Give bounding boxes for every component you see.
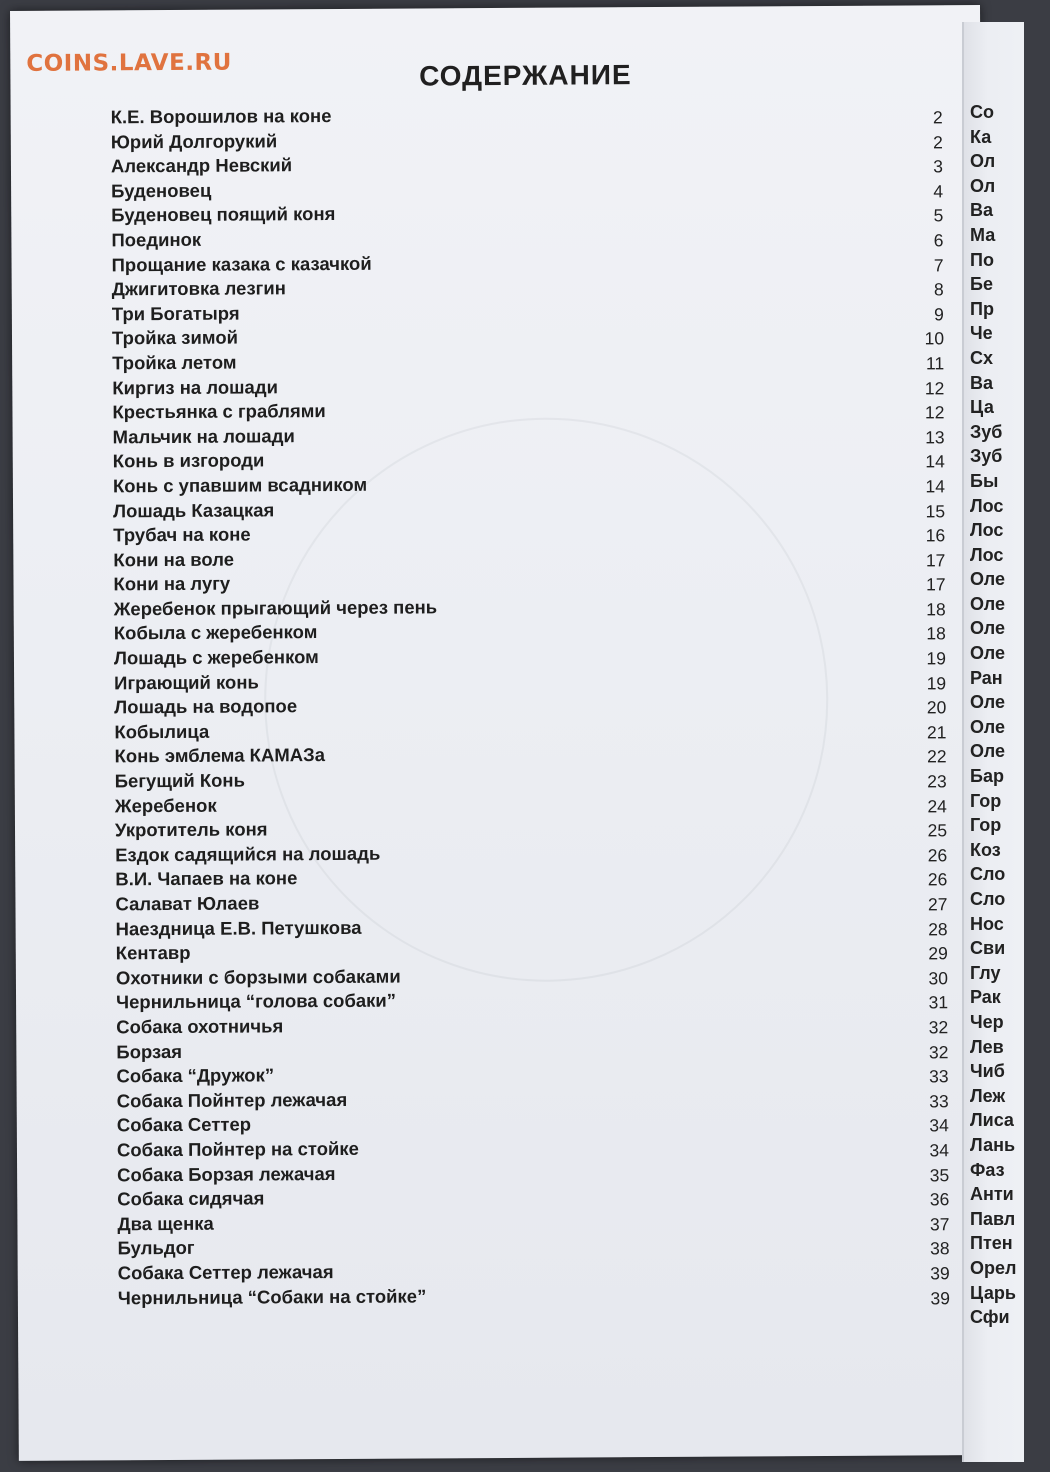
toc-entry-page-number: 4 bbox=[933, 181, 944, 202]
toc-entry-title: В.И. Чапаев на коне bbox=[115, 867, 298, 890]
toc-entry-page-number: 33 bbox=[929, 1090, 949, 1112]
toc-entry-page-number: 39 bbox=[930, 1287, 950, 1308]
toc-entry-page-number: 29 bbox=[928, 943, 948, 964]
toc-entry-title: Чернильница “голова собаки” bbox=[116, 989, 397, 1013]
toc-entry-page-number: 18 bbox=[926, 623, 946, 644]
toc-entry-title: Кентавр bbox=[115, 942, 191, 964]
adjacent-page-fragment: Оле bbox=[970, 692, 1005, 713]
toc-entry-title: Конь эмблема КАМАЗа bbox=[114, 744, 326, 767]
toc-entry-page-number: 32 bbox=[928, 1041, 949, 1062]
adjacent-page-fragment: Ка bbox=[970, 126, 992, 147]
adjacent-page-fragment: Бы bbox=[970, 470, 999, 491]
adjacent-page-fragment: Бар bbox=[970, 766, 1004, 787]
adjacent-page-fragment: Ол bbox=[970, 151, 996, 172]
adjacent-page-fragment: Рак bbox=[970, 987, 1001, 1008]
adjacent-page-fragment: Сло bbox=[970, 889, 1006, 909]
toc-entry-page-number: 6 bbox=[933, 230, 944, 251]
toc-entry-title: Укротитель коня bbox=[114, 818, 268, 841]
adjacent-page-fragment: Ца bbox=[970, 397, 994, 418]
adjacent-page-fragment: Гор bbox=[970, 815, 1002, 836]
toc-entry-title: Бульдог bbox=[117, 1237, 195, 1259]
toc-entry-page-number: 26 bbox=[927, 845, 948, 866]
toc-entry-title: Собака Сеттер bbox=[116, 1113, 252, 1136]
toc-entry-page-number: 16 bbox=[925, 525, 946, 546]
adjacent-page-fragment: Сх bbox=[970, 347, 994, 368]
toc-entry-title: Крестьянка с граблями bbox=[112, 400, 326, 423]
toc-entry-page-number: 27 bbox=[927, 894, 948, 915]
adjacent-page-fragment: Лев bbox=[970, 1036, 1004, 1057]
toc-entry-page-number: 26 bbox=[927, 869, 948, 890]
toc-entry-title: Чернильница “Собаки на стойке” bbox=[117, 1284, 427, 1308]
toc-entry-title: Лошадь с жеребенком bbox=[113, 646, 319, 669]
toc-entry-page-number: 31 bbox=[928, 992, 949, 1013]
toc-entry-page-number: 2 bbox=[933, 131, 943, 152]
toc-entry-page-number: 3 bbox=[933, 156, 944, 177]
toc-entry-title: Лошадь на водопое bbox=[114, 695, 298, 718]
toc-entry-title: Собака “Дружок” bbox=[116, 1064, 275, 1087]
adjacent-page-fragment: Гор bbox=[970, 790, 1002, 811]
adjacent-page-fragment: Пр bbox=[970, 298, 994, 319]
adjacent-page-fragment: Царь bbox=[970, 1282, 1016, 1303]
toc-entry-page-number: 10 bbox=[924, 328, 945, 349]
adjacent-page-fragment: Лос bbox=[970, 495, 1004, 516]
toc-entry-page-number: 9 bbox=[934, 304, 944, 325]
toc-entry-page-number: 19 bbox=[926, 672, 947, 694]
toc-entry-page-number: 37 bbox=[929, 1213, 950, 1235]
toc-entry-title: Мальчик на лошади bbox=[112, 424, 295, 448]
toc-entry-title: Александр Невский bbox=[110, 154, 293, 177]
adjacent-page-fragment: По bbox=[970, 249, 994, 270]
toc-entry-title: Буденовец bbox=[111, 179, 212, 202]
adjacent-page-fragment: Сфи bbox=[970, 1307, 1010, 1328]
toc-entry-page-number: 18 bbox=[926, 599, 946, 620]
toc-entry-title: Буденовец поящий коня bbox=[111, 203, 336, 226]
toc-entry-title: Борзая bbox=[116, 1040, 183, 1062]
adjacent-page-fragment: Лиса bbox=[970, 1110, 1014, 1131]
toc-entry-title: Прощание казака с казачкой bbox=[111, 252, 372, 275]
toc-entry-page-number: 23 bbox=[927, 771, 947, 792]
toc-entry-title: Конь в изгороди bbox=[112, 449, 265, 472]
table-of-contents bbox=[111, 101, 978, 1311]
toc-entry-title: Играющий конь bbox=[114, 671, 259, 693]
toc-entry-title: Поединок bbox=[111, 228, 202, 251]
toc-entry-page-number: 32 bbox=[928, 1017, 949, 1038]
adjacent-page-fragment: Птен bbox=[970, 1233, 1013, 1254]
toc-entry-page-number: 8 bbox=[933, 279, 944, 300]
adjacent-page bbox=[962, 22, 1024, 1462]
toc-entry-title: Кобыла с жеребенком bbox=[113, 621, 318, 644]
toc-entry-title: Собака Пойнтер на стойке bbox=[116, 1137, 359, 1161]
toc-entry-title: Собака Пойнтер лежачая bbox=[116, 1088, 348, 1112]
adjacent-page-fragment: Ма bbox=[970, 224, 996, 245]
toc-entry-page-number: 39 bbox=[930, 1263, 950, 1284]
toc-entry-page-number: 38 bbox=[930, 1238, 950, 1259]
toc-entry-page-number: 22 bbox=[927, 746, 947, 767]
adjacent-page-fragment: Че bbox=[970, 323, 993, 344]
toc-entry-title: Собака охотничья bbox=[116, 1015, 284, 1038]
adjacent-page-fragment: Орел bbox=[970, 1257, 1017, 1278]
adjacent-page-fragment: Фаз bbox=[970, 1159, 1005, 1180]
adjacent-page-fragment: Анти bbox=[970, 1184, 1014, 1205]
toc-entry-page-number: 14 bbox=[925, 451, 945, 472]
adjacent-page-fragment: Оле bbox=[970, 643, 1005, 664]
toc-entry-title: Бегущий Конь bbox=[114, 769, 245, 792]
adjacent-page-fragment: Зуб bbox=[970, 421, 1003, 442]
toc-entry-title: Юрий Долгорукий bbox=[110, 129, 278, 152]
toc-entry-title: Наездница Е.В. Петушкова bbox=[115, 916, 362, 939]
toc-entry-title: К.Е. Ворошилов на коне bbox=[110, 105, 332, 128]
toc-entry-page-number: 7 bbox=[933, 254, 944, 275]
toc-entry-page-number: 25 bbox=[927, 820, 948, 841]
toc-entry-page-number: 2 bbox=[932, 107, 943, 128]
toc-entry-page-number: 34 bbox=[929, 1115, 949, 1136]
toc-entry-page-number: 17 bbox=[925, 549, 946, 571]
adjacent-page-fragment: Ран bbox=[970, 667, 1003, 688]
toc-entry-title: Кони на лугу bbox=[113, 572, 231, 595]
adjacent-page-fragment: Чиб bbox=[970, 1061, 1005, 1082]
adjacent-page-fragment: Лос bbox=[970, 544, 1004, 565]
toc-entry-title: Жеребенок bbox=[114, 794, 217, 816]
toc-entry-page-number: 20 bbox=[926, 697, 947, 718]
toc-entry-title: Кони на воле bbox=[113, 548, 235, 571]
toc-entry-title: Тройка зимой bbox=[111, 326, 239, 349]
toc-entry bbox=[118, 1282, 978, 1312]
adjacent-page-fragment: Лос bbox=[970, 520, 1004, 541]
toc-entry-title: Трубач на коне bbox=[113, 523, 251, 546]
adjacent-page-fragment: Павл bbox=[970, 1208, 1016, 1229]
adjacent-page-fragment: Ва bbox=[970, 200, 994, 221]
toc-entry-page-number: 11 bbox=[925, 353, 945, 374]
toc-entry-page-number: 13 bbox=[925, 426, 945, 448]
adjacent-page-fragment: Коз bbox=[970, 839, 1001, 860]
toc-entry-page-number: 5 bbox=[933, 205, 944, 226]
toc-entry-page-number: 21 bbox=[926, 722, 947, 743]
toc-entry-title: Кобылица bbox=[114, 720, 210, 743]
booklet-page bbox=[10, 5, 989, 1461]
toc-entry-page-number: 12 bbox=[924, 377, 945, 398]
adjacent-page-fragment: Со bbox=[970, 102, 994, 122]
toc-entry-page-number: 24 bbox=[927, 795, 947, 816]
adjacent-page-fragment: Бе bbox=[970, 274, 993, 295]
toc-entry-title: Тройка летом bbox=[112, 351, 237, 374]
adjacent-page-fragment: Оле bbox=[970, 593, 1005, 614]
toc-entry-page-number: 28 bbox=[928, 918, 948, 939]
toc-entry-page-number: 34 bbox=[929, 1140, 950, 1161]
adjacent-page-fragment: Сви bbox=[970, 938, 1006, 959]
toc-entry-page-number: 14 bbox=[925, 476, 945, 497]
adjacent-page-fragment: Леж bbox=[970, 1085, 1006, 1106]
toc-entry-page-number: 12 bbox=[924, 402, 945, 423]
toc-entry-title: Собака Борзая лежачая bbox=[117, 1162, 336, 1185]
adjacent-page-fragment: Сло bbox=[970, 864, 1006, 885]
toc-entry-page-number: 19 bbox=[926, 648, 947, 669]
toc-entry-page-number: 35 bbox=[929, 1164, 950, 1185]
toc-entry-page-number: 36 bbox=[929, 1189, 950, 1210]
toc-entry-page-number: 17 bbox=[926, 574, 946, 595]
toc-entry-title: Три Богатыря bbox=[111, 302, 240, 325]
watermark: COINS.LAVE.RU bbox=[26, 49, 232, 77]
toc-entry-title: Конь с упавшим всадником bbox=[112, 473, 368, 497]
adjacent-page-fragment: Зуб bbox=[970, 446, 1003, 467]
adjacent-page-fragment: Нос bbox=[970, 913, 1004, 934]
toc-entry-title: Ездок садящийся на лошадь bbox=[115, 842, 381, 866]
toc-entry-title: Джигитовка лезгин bbox=[111, 277, 286, 300]
toc-entry-page-number: 30 bbox=[928, 968, 948, 989]
toc-entry-title: Жеребенок прыгающий через пень bbox=[113, 596, 438, 620]
adjacent-page-fragment: Ва bbox=[970, 372, 994, 393]
toc-entry-page-number: 15 bbox=[925, 500, 946, 521]
adjacent-page-fragment: Чер bbox=[970, 1011, 1004, 1032]
toc-entry-title: Собака сидячая bbox=[117, 1187, 265, 1210]
toc-entry-title: Охотники с борзыми собаками bbox=[115, 965, 401, 989]
adjacent-page-fragment: Глу bbox=[970, 962, 1001, 983]
toc-entry-title: Лошадь Казацкая bbox=[112, 498, 275, 521]
adjacent-page-fragment: Оле bbox=[970, 716, 1005, 737]
page-title: СОДЕРЖАНИЕ bbox=[419, 59, 632, 92]
adjacent-page-fragment: Оле bbox=[970, 618, 1005, 639]
toc-entry-title: Салават Юлаев bbox=[115, 892, 260, 915]
toc-entry-title: Два щенка bbox=[117, 1212, 214, 1235]
adjacent-page-fragment: Оле bbox=[970, 569, 1005, 590]
adjacent-page-fragment: Ол bbox=[970, 175, 996, 196]
toc-entry-title: Собака Сеттер лежачая bbox=[117, 1260, 334, 1284]
adjacent-page-entries bbox=[970, 100, 1050, 1330]
adjacent-page-fragment: Оле bbox=[970, 741, 1005, 762]
adjacent-page-fragment: Лань bbox=[970, 1134, 1016, 1155]
toc-entry-page-number: 33 bbox=[929, 1066, 949, 1087]
toc-entry-title: Киргиз на лошади bbox=[112, 375, 278, 398]
